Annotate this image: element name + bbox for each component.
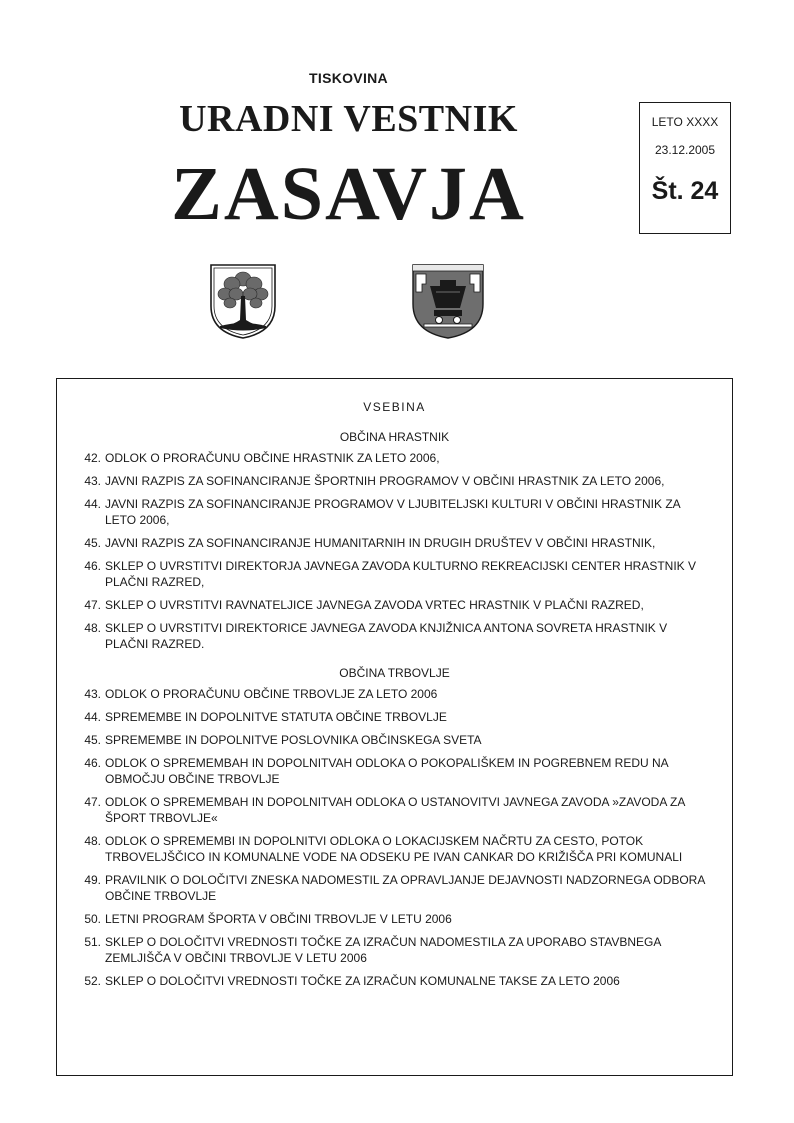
item-number: 47. (84, 795, 101, 809)
oak-tree-crest-icon (208, 262, 278, 345)
issue-date: 23.12.2005 (654, 143, 716, 157)
list-item (57, 872, 732, 904)
item-title: SPREMEMBE IN DOPOLNITVE STATUTA OBČINE TRBOVLJE (105, 710, 447, 724)
item-number: 51. (84, 935, 101, 949)
item-number: 45. (84, 536, 101, 550)
list-item (57, 911, 732, 927)
list-item (57, 597, 732, 613)
list-item (57, 620, 732, 652)
item-title: SKLEP O UVRSTITVI DIREKTORJA JAVNEGA ZAVODA KULTURNO REKREACIJSKI CENTER HRASTNIK V PLAČNI RAZRED, (105, 559, 697, 589)
item-number: 46. (84, 756, 101, 770)
issue-year: LETO XXXX (651, 115, 719, 129)
item-title: PRAVILNIK O DOLOČITVI ZNESKA NADOMESTIL ZA OPRAVLJANJE DEJAVNOSTI NADZORNEGA ODBORA OBČINE TRBOVLJE (105, 873, 705, 903)
item-title: ODLOK O SPREMEMBAH IN DOPOLNITVAH ODLOKA O USTANOVITVI JAVNEGA ZAVODA »ZAVODA ZA ŠPORT TRBOVLJE« (105, 795, 685, 825)
list-item (57, 535, 732, 551)
list-item (57, 732, 732, 748)
item-number: 42. (84, 451, 101, 465)
list-item (57, 686, 732, 702)
item-number: 52. (84, 974, 101, 988)
item-title: SKLEP O UVRSTITVI DIREKTORICE JAVNEGA ZAVODA KNJIŽNICA ANTONA SOVRETA HRASTNIK V PLAČNI RAZRED. (105, 621, 668, 651)
table-of-contents (56, 378, 733, 1076)
list-item (57, 558, 732, 590)
item-title: JAVNI RAZPIS ZA SOFINANCIRANJE HUMANITARNIH IN DRUGIH DRUŠTEV V OBČINI HRASTNIK, (105, 536, 656, 550)
section-title-trbovlje: OBČINA TRBOVLJE (339, 666, 450, 680)
item-number: 48. (84, 834, 101, 848)
contents-title: VSEBINA (363, 400, 426, 414)
list-item (57, 755, 732, 787)
item-title: SPREMEMBE IN DOPOLNITVE POSLOVNIKA OBČINSKEGA SVETA (105, 733, 482, 747)
item-title: ODLOK O SPREMEMBAH IN DOPOLNITVAH ODLOKA O POKOPALIŠKEM IN POGREBNEM REDU NA OBMOČJU OBČINE TRBOVLJE (105, 756, 669, 786)
item-number: 43. (84, 687, 101, 701)
item-title: SKLEP O UVRSTITVI RAVNATELJICE JAVNEGA ZAVODA VRTEC HRASTNIK V PLAČNI RAZRED, (105, 598, 644, 612)
list-item (57, 450, 732, 466)
item-title: SKLEP O DOLOČITVI VREDNOSTI TOČKE ZA IZRAČUN NADOMESTILA ZA UPORABO STAVBNEGA ZEMLJIŠČA V OBČINI TRBOVLJE V LETU 2006 (105, 935, 661, 965)
item-number: 49. (84, 873, 101, 887)
item-number: 43. (84, 474, 101, 488)
section-title-hrastnik: OBČINA HRASTNIK (339, 430, 450, 444)
item-number: 47. (84, 598, 101, 612)
publication-region: ZASAVJA (171, 152, 526, 236)
item-title: LETNI PROGRAM ŠPORTA V OBČINI TRBOVLJE V LETU 2006 (105, 912, 452, 926)
list-item (57, 496, 732, 528)
item-number: 50. (84, 912, 101, 926)
item-number: 44. (84, 497, 101, 511)
item-number: 45. (84, 733, 101, 747)
item-title: JAVNI RAZPIS ZA SOFINANCIRANJE ŠPORTNIH PROGRAMOV V OBČINI HRASTNIK ZA LETO 2006, (105, 474, 665, 488)
publication-title: URADNI VESTNIK (179, 98, 518, 140)
list-item (57, 473, 732, 489)
issue-info-box (639, 102, 731, 234)
item-title: ODLOK O PRORAČUNU OBČINE TRBOVLJE ZA LETO 2006 (105, 687, 438, 701)
list-item (57, 973, 732, 989)
item-number: 46. (84, 559, 101, 573)
item-title: ODLOK O SPREMEMBI IN DOPOLNITVI ODLOKA O LOKACIJSKEM NAČRTU ZA CESTO, POTOK TRBOVELJŠČICO IN KOMUNALNE VODE NA ODSEKU PE IVAN CANKAR DO KRIŽIŠČA PRI KOMUNALI (105, 834, 683, 864)
list-item (57, 833, 732, 865)
mining-cart-crest-icon (410, 262, 486, 345)
publication-kicker: TISKOVINA (309, 70, 388, 86)
list-item (57, 934, 732, 966)
issue-number: Št. 24 (651, 177, 719, 205)
item-number: 48. (84, 621, 101, 635)
item-number: 44. (84, 710, 101, 724)
list-item (57, 709, 732, 725)
item-title: JAVNI RAZPIS ZA SOFINANCIRANJE PROGRAMOV V LJUBITELJSKI KULTURI V OBČINI HRASTNIK ZA LETO 2006, (105, 497, 680, 527)
list-item (57, 794, 732, 826)
item-title: ODLOK O PRORAČUNU OBČINE HRASTNIK ZA LETO 2006, (105, 451, 440, 465)
item-title: SKLEP O DOLOČITVI VREDNOSTI TOČKE ZA IZRAČUN KOMUNALNE TAKSE ZA LETO 2006 (105, 974, 620, 988)
